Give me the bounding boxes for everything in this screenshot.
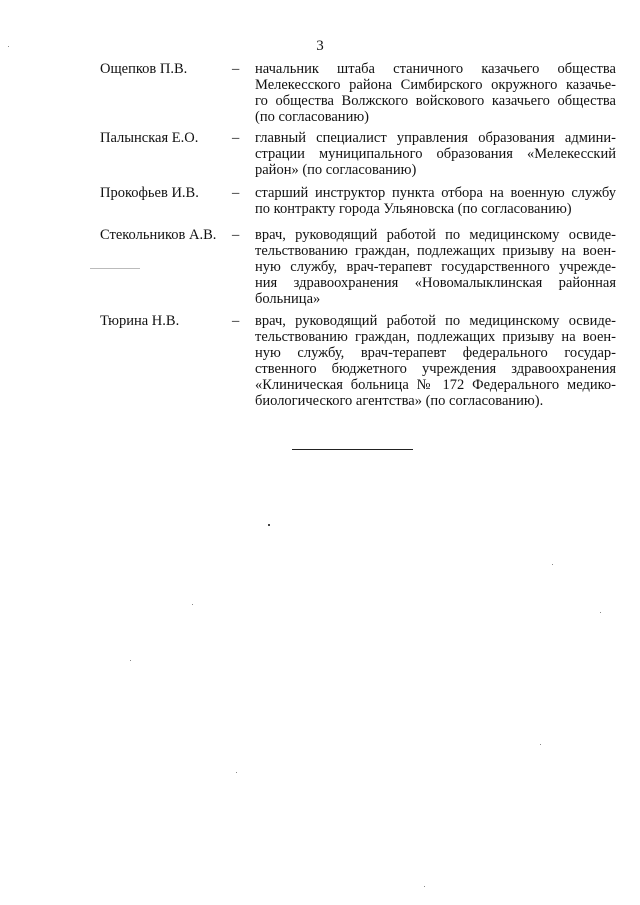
closing-rule (292, 449, 413, 450)
scan-speck (8, 46, 9, 47)
description-line: го общества Волжского войскового казачьего общества (255, 93, 616, 109)
scan-speck (600, 612, 601, 613)
member-name: Стекольников А.В. (100, 227, 217, 243)
scan-speck (268, 524, 270, 526)
description-line: врач, руководящий работой по медицинскому освиде- (255, 227, 616, 243)
description-line: тельствованию граждан, подлежащих призыву на воен- (255, 243, 616, 259)
member-name: Прокофьев И.В. (100, 185, 199, 201)
description-line: по контракту города Ульяновска (по согласованию) (255, 201, 572, 217)
description-line: ную службу, врач-терапевт государственного учрежде- (255, 259, 616, 275)
member-description (255, 185, 616, 217)
scan-speck (192, 604, 193, 605)
description-line: тельствованию граждан, подлежащих призыву на воен- (255, 329, 616, 345)
description-line: район» (по согласованию) (255, 162, 417, 178)
page-number: 3 (316, 38, 324, 54)
member-name: Палынская Е.О. (100, 130, 199, 146)
member-description (255, 130, 616, 178)
description-line: страции муниципального образования «Мелекесский (255, 146, 616, 162)
description-line: главный специалист управления образования админи- (255, 130, 616, 146)
scan-speck (424, 886, 425, 887)
member-description (255, 313, 616, 409)
description-line: врач, руководящий работой по медицинскому освиде- (255, 313, 616, 329)
member-dash: – (232, 130, 240, 146)
description-line: ную службу, врач-терапевт федерального государ- (255, 345, 616, 361)
scan-speck (552, 564, 553, 565)
description-line: Мелекесского района Симбирского окружного казачье- (255, 77, 616, 93)
member-description (255, 227, 616, 307)
description-line: больница» (255, 291, 321, 307)
description-line: ственного бюджетного учреждения здравоохранения (255, 361, 616, 377)
description-line: старший инструктор пункта отбора на военную службу (255, 185, 616, 201)
member-dash: – (232, 313, 240, 329)
member-name: Тюрина Н.В. (100, 313, 180, 329)
description-line: ния здравоохранения «Новомалыклинская районная (255, 275, 616, 291)
member-description (255, 61, 616, 125)
description-line: «Клиническая больница № 172 Федерального медико- (255, 377, 616, 393)
member-dash: – (232, 185, 240, 201)
member-name: Ощепков П.В. (100, 61, 188, 77)
member-dash: – (232, 227, 240, 243)
member-dash: – (232, 61, 240, 77)
scan-speck (90, 268, 140, 269)
description-line: начальник штаба станичного казачьего общества (255, 61, 616, 77)
description-line: биологического агентства» (по согласованию). (255, 393, 544, 409)
scan-speck (236, 772, 237, 773)
scan-speck (130, 660, 131, 661)
description-line: (по согласованию) (255, 109, 369, 125)
scan-speck (540, 744, 541, 745)
